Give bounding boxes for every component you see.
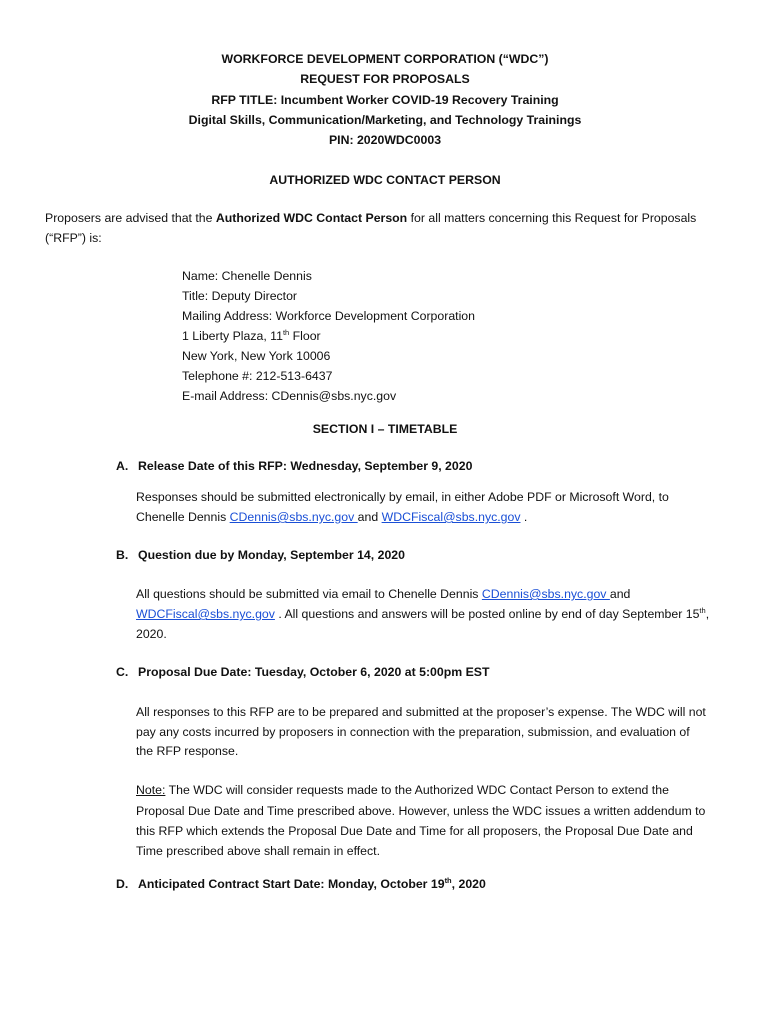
contact-address-2: New York, New York 10006 xyxy=(182,349,331,363)
note-text: The WDC will consider requests made to the Authorized WDC Contact Person to extend the xyxy=(165,783,669,797)
address-text-2: Floor xyxy=(289,329,321,343)
header-title: RFP TITLE: Incumbent Worker COVID-19 Recovery Training xyxy=(211,93,559,107)
item-b-line-1 xyxy=(136,586,630,602)
note-line-2: Proposal Due Date and Time prescribed above. However, unless the WDC issues a written addendum to xyxy=(136,804,706,818)
item-a-heading xyxy=(116,458,472,474)
item-a-line-1: Responses should be submitted electronically by email, in either Adobe PDF or Microsoft Word, to xyxy=(136,490,669,504)
section-heading: SECTION I – TIMETABLE xyxy=(312,422,458,436)
contact-title: Title: Deputy Director xyxy=(182,289,298,303)
item-a-and: and xyxy=(357,510,382,524)
email-link-cdennis-2[interactable]: CDennis@sbs.nyc.gov xyxy=(481,587,610,601)
item-b-sup: th xyxy=(699,605,706,615)
header-org: WORKFORCE DEVELOPMENT CORPORATION (“WDC”) xyxy=(221,52,549,66)
item-d-heading xyxy=(116,876,486,892)
note-line-1 xyxy=(136,782,669,798)
item-a-line-2 xyxy=(136,509,527,525)
item-b-title: Question due by Monday, September 14, 2020 xyxy=(138,548,405,562)
item-c-line-3: the RFP response. xyxy=(136,744,239,758)
item-b-line-2 xyxy=(136,606,709,622)
item-c-heading xyxy=(116,664,490,680)
item-a-end: . xyxy=(520,510,528,524)
header-pin: PIN: 2020WDC0003 xyxy=(328,133,442,147)
intro-text-2: for all matters concerning this Request for Proposals xyxy=(407,211,697,225)
contact-address-1 xyxy=(182,328,321,344)
contact-email: E-mail Address: CDennis@sbs.nyc.gov xyxy=(182,389,397,403)
item-a-letter: A. xyxy=(116,459,129,473)
item-b-line-3: 2020. xyxy=(136,627,167,641)
intro-bold: Authorized WDC Contact Person xyxy=(215,211,408,225)
item-b-text: All questions should be submitted via email to Chenelle Dennis xyxy=(136,587,482,601)
contact-mailing: Mailing Address: Workforce Development Corporation xyxy=(182,309,475,323)
intro-line-1 xyxy=(45,210,696,226)
address-sup: th xyxy=(282,327,290,337)
contact-name: Name: Chenelle Dennis xyxy=(182,269,312,283)
note-line-4: Time prescribed above shall remain in effect. xyxy=(136,844,381,858)
item-b-and: and xyxy=(609,587,631,601)
item-c-line-1: All responses to this RFP are to be prepared and submitted at the proposer’s expense. The WDC will not xyxy=(136,705,706,719)
email-link-cdennis[interactable]: CDennis@sbs.nyc.gov xyxy=(229,510,358,524)
email-link-wdcfiscal[interactable]: WDCFiscal@sbs.nyc.gov xyxy=(381,510,521,524)
contact-telephone: Telephone #: 212-513-6437 xyxy=(182,369,333,383)
header-subtitle: Digital Skills, Communication/Marketing, and Technology Trainings xyxy=(188,113,582,127)
intro-text: Proposers are advised that the xyxy=(45,211,216,225)
item-b-text-2: . All questions and answers will be posted online by end of day September 15 xyxy=(274,607,700,621)
item-d-title: Anticipated Contract Start Date: Monday, October 19 xyxy=(138,877,445,891)
header-rfp: REQUEST FOR PROPOSALS xyxy=(300,72,470,86)
item-c-letter: C. xyxy=(116,665,129,679)
item-b-heading xyxy=(116,547,405,563)
note-label: Note: xyxy=(136,783,166,797)
item-c-line-2: pay any costs incurred by proposers in connection with the preparation, submission, and evaluation of xyxy=(136,725,690,739)
item-b-comma: , xyxy=(705,607,710,621)
intro-line-2: (“RFP”) is: xyxy=(45,231,102,245)
item-d-letter: D. xyxy=(116,877,129,891)
item-b-letter: B. xyxy=(116,548,129,562)
contact-heading: AUTHORIZED WDC CONTACT PERSON xyxy=(269,173,501,187)
note-line-3: this RFP which extends the Proposal Due Date and Time for all proposers, the Proposal Due Date and xyxy=(136,824,693,838)
item-a-text: Chenelle Dennis xyxy=(136,510,230,524)
address-text: 1 Liberty Plaza, 11 xyxy=(182,329,283,343)
item-d-sup: th xyxy=(444,875,452,885)
item-c-title: Proposal Due Date: Tuesday, October 6, 2020 at 5:00pm EST xyxy=(138,665,490,679)
item-d-title-end: , 2020 xyxy=(451,877,486,891)
email-link-wdcfiscal-2[interactable]: WDCFiscal@sbs.nyc.gov xyxy=(136,607,275,621)
item-a-title: Release Date of this RFP: Wednesday, September 9, 2020 xyxy=(138,459,473,473)
